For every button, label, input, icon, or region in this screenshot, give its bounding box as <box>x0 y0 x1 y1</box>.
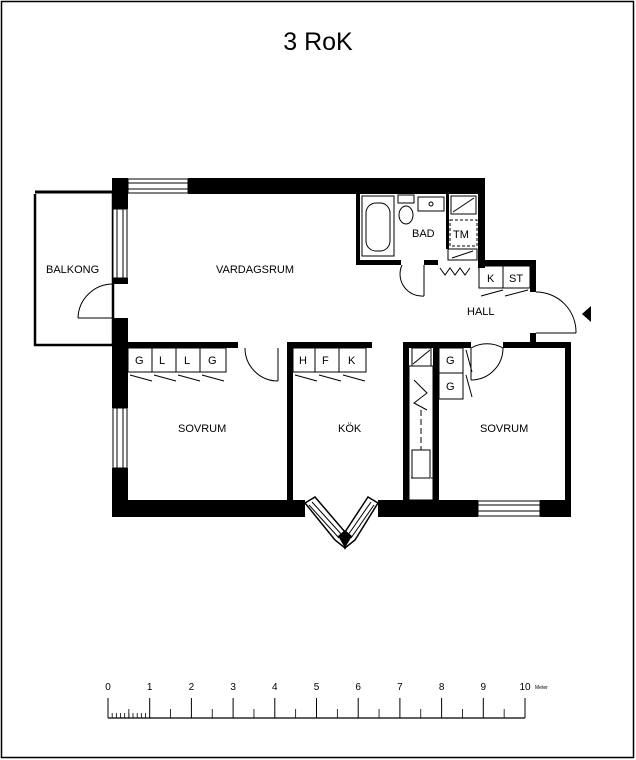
fixture-label-st: ST <box>509 273 524 285</box>
scale-tick-label: 5 <box>313 682 320 693</box>
scale-tick-label: 2 <box>188 682 195 693</box>
plan-title: 3 RoK <box>283 28 353 56</box>
scale-tick-label: 3 <box>230 682 236 693</box>
closet-label: G <box>446 355 455 367</box>
closet-label: G <box>135 355 144 367</box>
scale-tick-label: 7 <box>397 682 403 693</box>
fixture-label-k: K <box>487 273 495 285</box>
closet-label: G <box>446 381 455 393</box>
fixture-label-tm: TM <box>453 229 469 241</box>
scale-tick-label: 10 <box>519 682 531 693</box>
room-label-living-room: VARDAGSRUM <box>216 264 295 276</box>
room-label-balcony: BALKONG <box>46 264 100 276</box>
scale-bar <box>108 698 525 718</box>
page-border <box>2 2 634 758</box>
kitchen-unit-label: H <box>299 355 307 367</box>
room-label-kitchen: KÖK <box>338 423 362 435</box>
bedroom-right-wardrobes <box>439 348 472 399</box>
room-label-bedroom-right: SOVRUM <box>480 423 529 435</box>
room-label-bathroom: BAD <box>412 228 435 240</box>
room-label-hall: HALL <box>467 306 495 318</box>
scale-tick-label: 9 <box>480 682 487 693</box>
closet-label: L <box>159 355 166 367</box>
scale-tick-label: 0 <box>105 682 111 693</box>
scale-tick-label: 4 <box>272 682 278 693</box>
closet-label: G <box>208 355 217 367</box>
scale-tick-label: 1 <box>146 682 153 693</box>
scale-tick-label: 8 <box>438 682 445 693</box>
kitchen-unit-label: F <box>322 355 329 367</box>
entrance-arrow-icon <box>582 306 591 322</box>
kitchen-unit-label: K <box>348 355 356 367</box>
room-label-bedroom-left: SOVRUM <box>178 423 227 435</box>
scale-tick-label: 6 <box>355 682 361 693</box>
closet-label: L <box>184 355 191 367</box>
bay-window <box>305 497 378 548</box>
kitchen-counter <box>406 348 433 500</box>
scale-unit-label: Meter <box>535 685 548 691</box>
